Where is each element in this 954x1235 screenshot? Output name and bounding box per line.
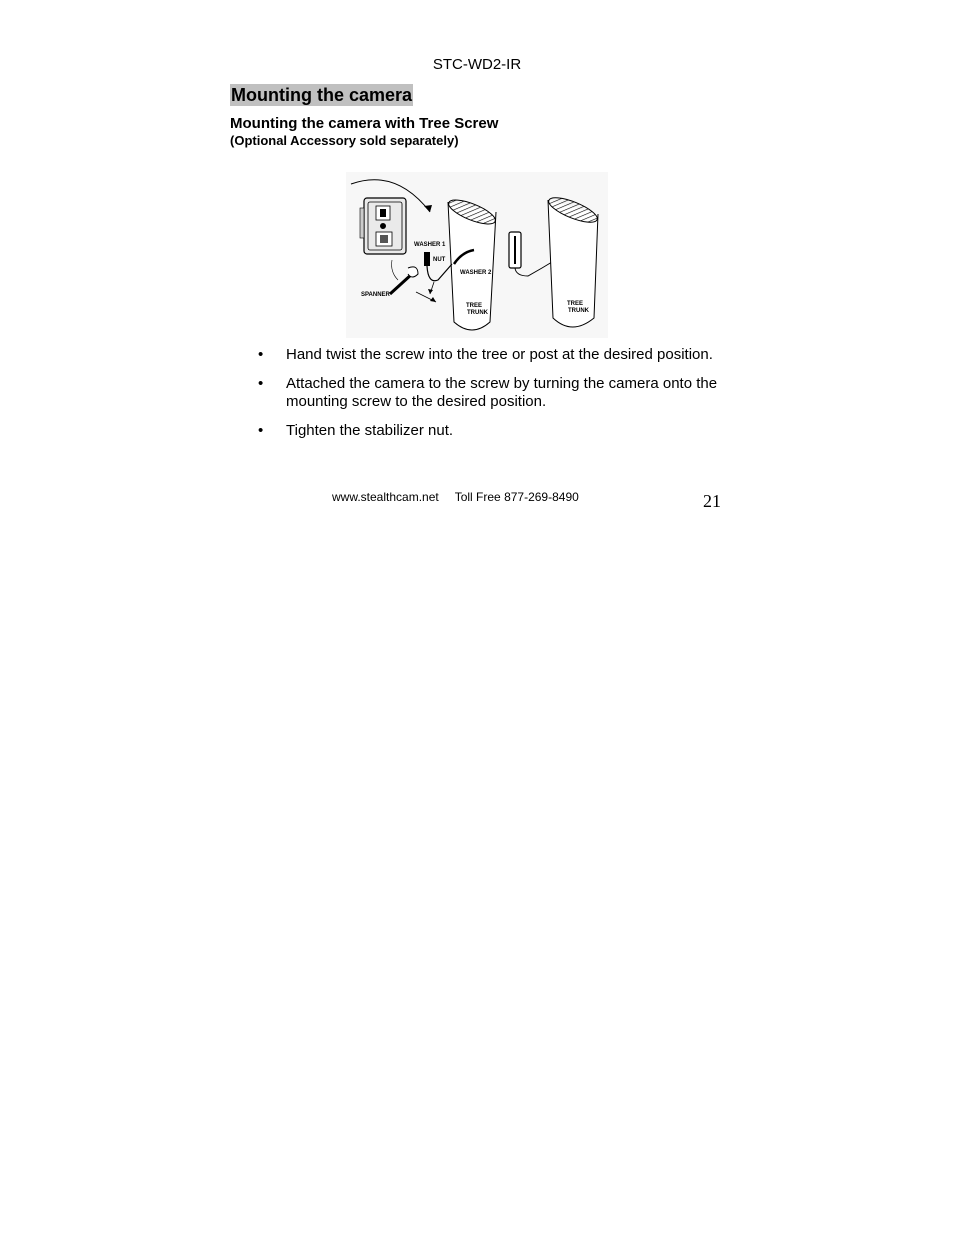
instruction-item xyxy=(254,422,724,440)
section-title: Mounting the camera xyxy=(231,85,413,105)
label-spanner: SPANNER xyxy=(361,292,390,298)
camera-drawing xyxy=(360,198,406,254)
instruction-text: Hand twist the screw into the tree or post at the desired position. xyxy=(286,346,713,363)
instruction-text: Tighten the stabilizer nut. xyxy=(286,422,454,439)
footer-website: www.stealthcam.net xyxy=(332,490,439,504)
label-washer-1: WASHER 1 xyxy=(414,242,446,248)
instruction-item xyxy=(254,346,724,364)
instruction-item xyxy=(254,375,724,411)
accessory-note: (Optional Accessory sold separately) xyxy=(230,133,459,148)
footer xyxy=(332,490,579,504)
bullet-icon: • xyxy=(258,422,264,439)
footer-phone: Toll Free 877-269-8490 xyxy=(454,490,579,504)
page-number: 21 xyxy=(703,491,721,511)
instruction-text: Attached the camera to the screw by turning the camera onto the mounting screw to the desired position. xyxy=(286,375,718,410)
label-nut: NUT xyxy=(433,257,446,263)
label-tree-trunk-2-line2: TRUNK xyxy=(568,308,589,314)
label-washer-2: WASHER 2 xyxy=(460,270,492,276)
bullet-icon: • xyxy=(258,375,264,392)
tree-screw-mounting-illustration xyxy=(346,172,608,338)
label-tree-trunk-1-line2: TRUNK xyxy=(467,310,488,316)
subsection-title: Mounting the camera with Tree Screw xyxy=(230,115,499,132)
bullet-icon: • xyxy=(258,346,264,363)
label-tree-trunk-1-line1: TREE xyxy=(466,303,483,309)
label-tree-trunk-2-line1: TREE xyxy=(567,301,584,307)
model-header: STC-WD2-IR xyxy=(432,56,522,73)
instruction-list xyxy=(254,346,724,451)
